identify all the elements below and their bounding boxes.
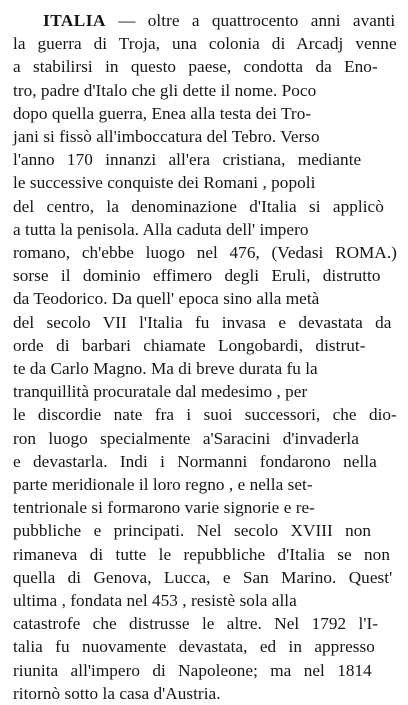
article-line-20: e devastarla. Indi i Normanni fondarono nella xyxy=(13,451,377,471)
article-text xyxy=(13,9,397,705)
article-line-8: le successive conquiste dei Romani , popoli xyxy=(13,173,316,193)
article-line-23: pubbliche e principati. Nel secolo XVIII non xyxy=(13,521,372,541)
article-line-22: tentrionale si formarono varie signorie e re- xyxy=(13,498,315,518)
article-line-15: orde di barbari chiamate Longobardi, distrut- xyxy=(13,335,366,355)
article-line-27: catastrofe che distrusse le altre. Nel 1792 l'I- xyxy=(13,614,379,634)
article-line-1 xyxy=(13,9,397,32)
article-line-4: tro, padre d'Italo che gli dette il nome. Poco xyxy=(13,80,317,100)
article-line-24: rimaneva di tutte le repubbliche d'Italia se non xyxy=(13,544,390,564)
article-line-21: parte meridionale il loro regno , e nella set- xyxy=(13,475,313,495)
article-headword: ITALIA xyxy=(43,11,106,30)
article-line-7: l'anno 170 innanzi all'era cristiana, mediante xyxy=(13,150,362,170)
article-line-19: ron luogo specialmente a'Saracini d'invaderla xyxy=(13,428,359,448)
article-line-29: riunita all'impero di Napoleone; ma nel 1814 xyxy=(13,660,372,680)
article-line-5: dopo quella guerra, Enea alla testa dei Tro- xyxy=(13,103,312,123)
article-line-28: talia fu nuovamente devastata, ed in appresso xyxy=(13,637,375,657)
article-line-1-text: — oltre a quattrocento anni avanti xyxy=(105,11,396,30)
article-line-6: jani si fissò all'imboccatura del Tebro. Verso xyxy=(13,127,320,147)
article-line-14: del secolo VII l'Italia fu invasa e devastata da xyxy=(13,312,392,332)
article-line-30: ritornò sotto la casa d'Austria. xyxy=(13,683,221,703)
article-line-2: la guerra di Troja, una colonia di Arcadj venne xyxy=(13,34,397,54)
article-line-11: romano, ch'ebbe luogo nel 476, (Vedasi ROMA.) xyxy=(13,243,397,263)
article-line-26: ultima , fondata nel 453 , resistè sola alla xyxy=(13,591,297,611)
article-line-17: tranquillità procuratale dal medesimo , per xyxy=(13,382,308,402)
article-line-16: te da Carlo Magno. Ma di breve durata fu la xyxy=(13,359,318,379)
article-line-9: del centro, la denominazione d'Italia si applicò xyxy=(13,196,384,216)
article-line-10: a tutta la penisola. Alla caduta dell' impero xyxy=(13,219,309,239)
article-line-13: da Teodorico. Da quell' epoca sino alla metà xyxy=(13,289,320,309)
article-line-25: quella di Genova, Lucca, e San Marino. Quest' xyxy=(13,567,393,587)
article-line-12: sorse il dominio effimero degli Eruli, distrutto xyxy=(13,266,381,286)
article-line-18: le discordie nate fra i suoi successori, che dio- xyxy=(13,405,397,425)
article-line-3: a stabilirsi in questo paese, condotta da Eno- xyxy=(13,57,378,77)
